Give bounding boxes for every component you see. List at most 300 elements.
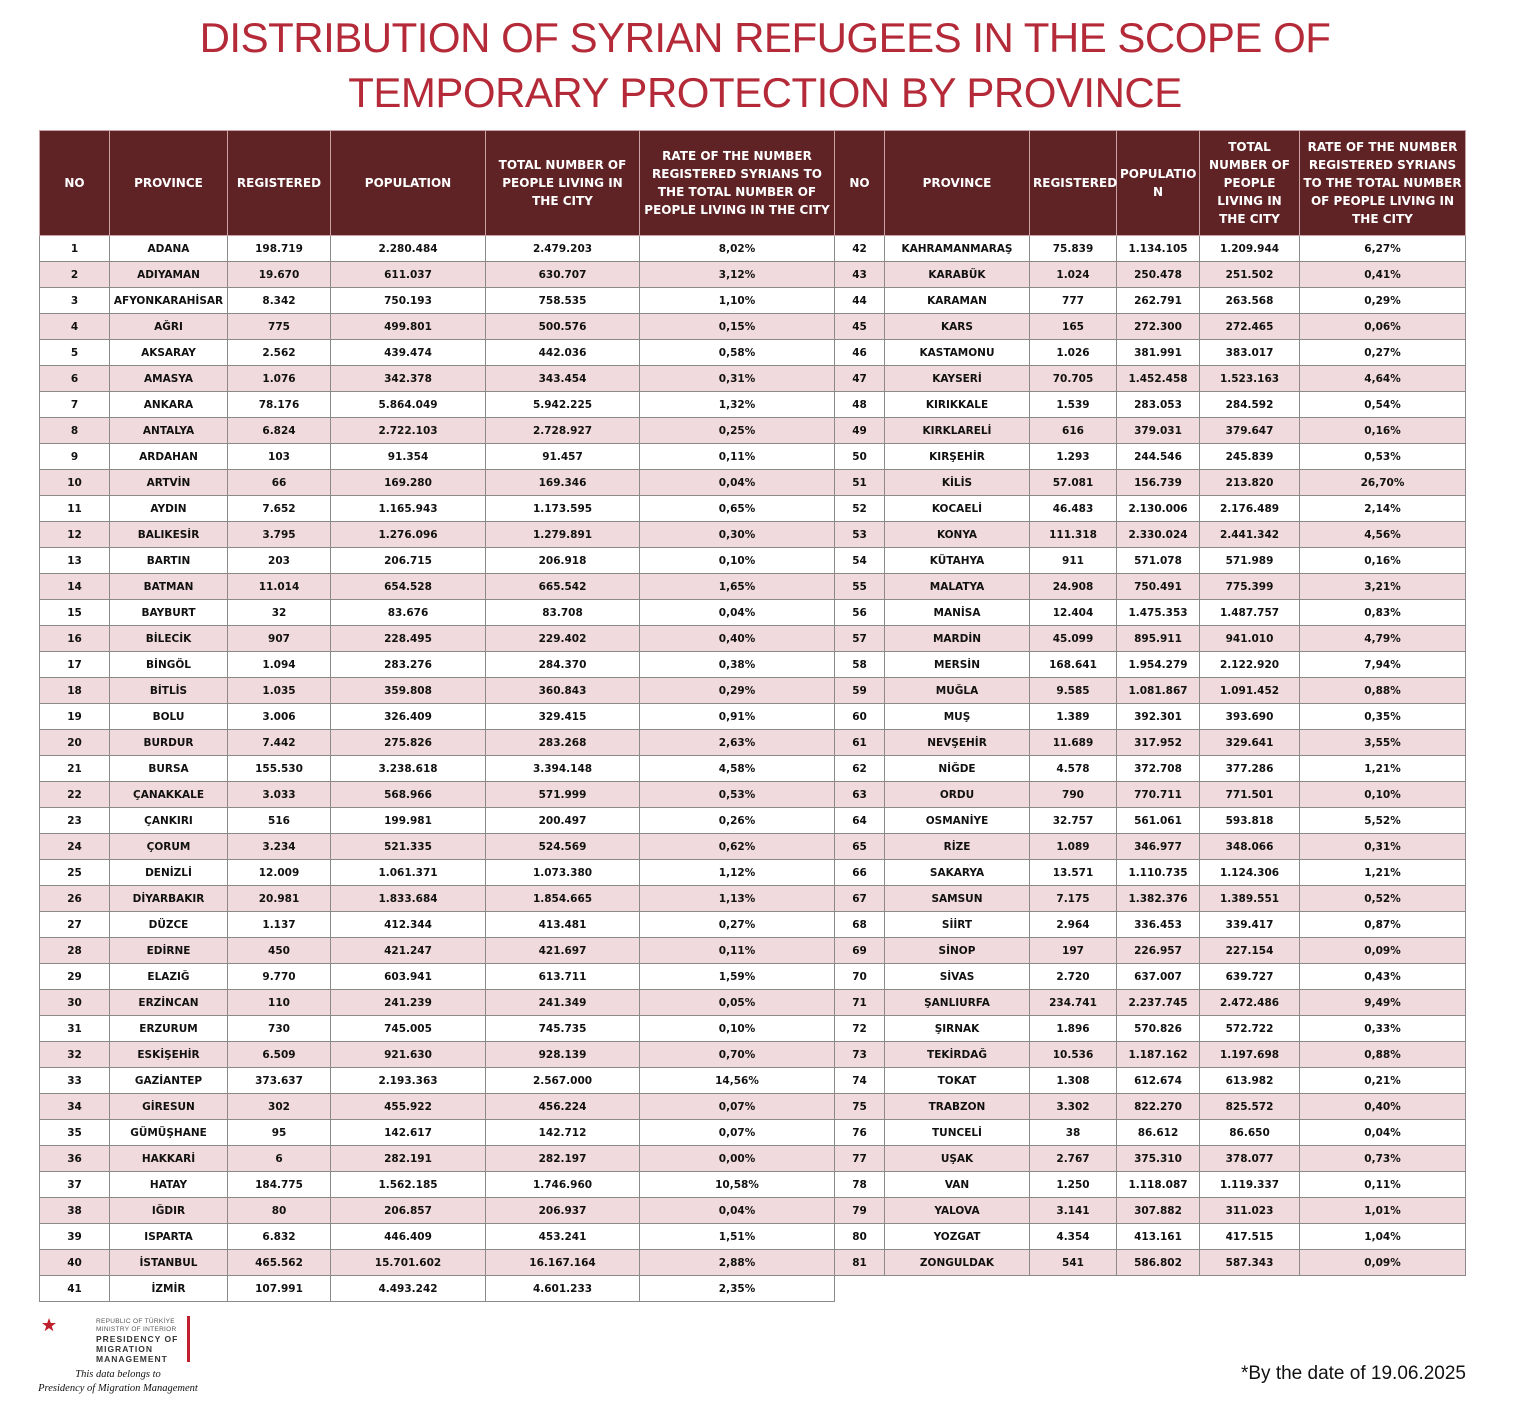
cell-rate: 0,26% bbox=[640, 808, 835, 834]
cell-no: 11 bbox=[40, 496, 110, 522]
table-row bbox=[835, 886, 1466, 912]
header-registered: REGISTERED bbox=[228, 131, 331, 236]
header-no: NO bbox=[835, 131, 885, 236]
table-row bbox=[835, 860, 1466, 886]
cell-population: 1.081.867 bbox=[1117, 678, 1200, 704]
cell-population: 750.491 bbox=[1117, 574, 1200, 600]
cell-population: 611.037 bbox=[331, 262, 486, 288]
cell-no: 70 bbox=[835, 964, 885, 990]
cell-rate: 0,35% bbox=[1300, 704, 1466, 730]
cell-total: 572.722 bbox=[1200, 1016, 1300, 1042]
cell-population: 206.857 bbox=[331, 1198, 486, 1224]
cell-registered: 516 bbox=[228, 808, 331, 834]
cell-rate: 0,88% bbox=[1300, 1042, 1466, 1068]
cell-registered: 155.530 bbox=[228, 756, 331, 782]
cell-registered: 11.014 bbox=[228, 574, 331, 600]
cell-rate: 1,13% bbox=[640, 886, 835, 912]
table-row bbox=[40, 652, 835, 678]
cell-population: 421.247 bbox=[331, 938, 486, 964]
cell-no: 75 bbox=[835, 1094, 885, 1120]
cell-registered: 78.176 bbox=[228, 392, 331, 418]
cell-registered: 12.404 bbox=[1030, 600, 1117, 626]
cell-rate: 1,32% bbox=[640, 392, 835, 418]
cell-rate: 0,10% bbox=[1300, 782, 1466, 808]
table-row bbox=[40, 964, 835, 990]
cell-province: TEKİRDAĞ bbox=[885, 1042, 1030, 1068]
cell-registered: 616 bbox=[1030, 418, 1117, 444]
table-row bbox=[40, 1276, 835, 1302]
cell-province: DENİZLİ bbox=[110, 860, 228, 886]
table-row bbox=[835, 1094, 1466, 1120]
table-row bbox=[835, 418, 1466, 444]
cell-registered: 7.652 bbox=[228, 496, 331, 522]
cell-population: 250.478 bbox=[1117, 262, 1200, 288]
cell-total: 1.091.452 bbox=[1200, 678, 1300, 704]
cell-rate: 1,10% bbox=[640, 288, 835, 314]
table-row bbox=[40, 782, 835, 808]
table-row bbox=[40, 1224, 835, 1250]
cell-province: BARTIN bbox=[110, 548, 228, 574]
cell-registered: 8.342 bbox=[228, 288, 331, 314]
cell-population: 637.007 bbox=[1117, 964, 1200, 990]
cell-province: SAKARYA bbox=[885, 860, 1030, 886]
cell-population: 206.715 bbox=[331, 548, 486, 574]
cell-rate: 0,27% bbox=[640, 912, 835, 938]
cell-province: ISPARTA bbox=[110, 1224, 228, 1250]
cell-total: 206.918 bbox=[486, 548, 640, 574]
table-row bbox=[40, 366, 835, 392]
cell-total: 1.119.337 bbox=[1200, 1172, 1300, 1198]
cell-registered: 3.795 bbox=[228, 522, 331, 548]
logo-accent-bar bbox=[187, 1316, 190, 1362]
cell-rate: 1,21% bbox=[1300, 860, 1466, 886]
cell-registered: 184.775 bbox=[228, 1172, 331, 1198]
cell-rate: 0,70% bbox=[640, 1042, 835, 1068]
table-row bbox=[835, 548, 1466, 574]
cell-province: DİYARBAKIR bbox=[110, 886, 228, 912]
cell-province: MALATYA bbox=[885, 574, 1030, 600]
cell-population: 4.493.242 bbox=[331, 1276, 486, 1302]
cell-no: 24 bbox=[40, 834, 110, 860]
cell-no: 67 bbox=[835, 886, 885, 912]
cell-rate: 0,30% bbox=[640, 522, 835, 548]
header-rate: RATE OF THE NUMBER REGISTERED SYRIANS TO THE TOTAL NUMBER OF PEOPLE LIVING IN THE CITY bbox=[640, 131, 835, 236]
cell-rate: 0,40% bbox=[1300, 1094, 1466, 1120]
cell-province: KASTAMONU bbox=[885, 340, 1030, 366]
cell-total: 360.843 bbox=[486, 678, 640, 704]
cell-registered: 790 bbox=[1030, 782, 1117, 808]
cell-population: 455.922 bbox=[331, 1094, 486, 1120]
table-row bbox=[40, 730, 835, 756]
table-row bbox=[835, 1042, 1466, 1068]
cell-no: 54 bbox=[835, 548, 885, 574]
cell-total: 524.569 bbox=[486, 834, 640, 860]
cell-total: 329.641 bbox=[1200, 730, 1300, 756]
cell-population: 15.701.602 bbox=[331, 1250, 486, 1276]
cell-total: 928.139 bbox=[486, 1042, 640, 1068]
cell-total: 284.370 bbox=[486, 652, 640, 678]
cell-province: HATAY bbox=[110, 1172, 228, 1198]
cell-population: 5.864.049 bbox=[331, 392, 486, 418]
cell-registered: 3.141 bbox=[1030, 1198, 1117, 1224]
cell-total: 206.937 bbox=[486, 1198, 640, 1224]
cell-province: GİRESUN bbox=[110, 1094, 228, 1120]
table-row bbox=[835, 314, 1466, 340]
cell-registered: 10.536 bbox=[1030, 1042, 1117, 1068]
header-rate: RATE OF THE NUMBER REGISTERED SYRIANS TO THE TOTAL NUMBER OF PEOPLE LIVING IN THE CITY bbox=[1300, 131, 1466, 236]
cell-no: 33 bbox=[40, 1068, 110, 1094]
cell-population: 568.966 bbox=[331, 782, 486, 808]
cell-registered: 450 bbox=[228, 938, 331, 964]
cell-total: 86.650 bbox=[1200, 1120, 1300, 1146]
cell-total: 587.343 bbox=[1200, 1250, 1300, 1276]
cell-registered: 80 bbox=[228, 1198, 331, 1224]
caption-line-2: Presidency of Migration Management bbox=[38, 1383, 198, 1394]
cell-no: 35 bbox=[40, 1120, 110, 1146]
cell-no: 7 bbox=[40, 392, 110, 418]
cell-rate: 4,64% bbox=[1300, 366, 1466, 392]
cell-no: 56 bbox=[835, 600, 885, 626]
header-registered: REGISTERED bbox=[1030, 131, 1117, 236]
cell-population: 745.005 bbox=[331, 1016, 486, 1042]
cell-no: 71 bbox=[835, 990, 885, 1016]
cell-population: 1.276.096 bbox=[331, 522, 486, 548]
cell-total: 1.279.891 bbox=[486, 522, 640, 548]
cell-population: 603.941 bbox=[331, 964, 486, 990]
cell-total: 3.394.148 bbox=[486, 756, 640, 782]
cell-registered: 1.250 bbox=[1030, 1172, 1117, 1198]
cell-registered: 2.964 bbox=[1030, 912, 1117, 938]
cell-no: 15 bbox=[40, 600, 110, 626]
cell-registered: 1.035 bbox=[228, 678, 331, 704]
table-row bbox=[40, 288, 835, 314]
cell-no: 61 bbox=[835, 730, 885, 756]
header-population: POPULATION bbox=[331, 131, 486, 236]
cell-population: 275.826 bbox=[331, 730, 486, 756]
cell-rate: 0,16% bbox=[1300, 548, 1466, 574]
cell-registered: 38 bbox=[1030, 1120, 1117, 1146]
logo-line-1: REPUBLIC OF TÜRKİYE bbox=[96, 1318, 175, 1325]
cell-total: 630.707 bbox=[486, 262, 640, 288]
cell-rate: 3,21% bbox=[1300, 574, 1466, 600]
cell-rate: 1,51% bbox=[640, 1224, 835, 1250]
cell-population: 1.187.162 bbox=[1117, 1042, 1200, 1068]
cell-rate: 0,58% bbox=[640, 340, 835, 366]
crescent-star-icon bbox=[38, 1314, 94, 1364]
header-row bbox=[40, 131, 835, 236]
cell-rate: 0,53% bbox=[1300, 444, 1466, 470]
cell-no: 69 bbox=[835, 938, 885, 964]
cell-no: 78 bbox=[835, 1172, 885, 1198]
cell-province: YALOVA bbox=[885, 1198, 1030, 1224]
cell-rate: 0,06% bbox=[1300, 314, 1466, 340]
cell-no: 22 bbox=[40, 782, 110, 808]
cell-no: 47 bbox=[835, 366, 885, 392]
table-row bbox=[835, 938, 1466, 964]
table-row bbox=[40, 340, 835, 366]
table-row bbox=[40, 1146, 835, 1172]
table-row bbox=[40, 1042, 835, 1068]
title-line-2: TEMPORARY PROTECTION BY PROVINCE bbox=[348, 69, 1182, 116]
table-row bbox=[40, 1094, 835, 1120]
cell-registered: 45.099 bbox=[1030, 626, 1117, 652]
cell-population: 283.053 bbox=[1117, 392, 1200, 418]
cell-total: 2.176.489 bbox=[1200, 496, 1300, 522]
cell-no: 48 bbox=[835, 392, 885, 418]
cell-registered: 1.293 bbox=[1030, 444, 1117, 470]
table-row bbox=[835, 574, 1466, 600]
cell-province: MARDİN bbox=[885, 626, 1030, 652]
cell-registered: 197 bbox=[1030, 938, 1117, 964]
cell-registered: 1.137 bbox=[228, 912, 331, 938]
cell-registered: 110 bbox=[228, 990, 331, 1016]
cell-no: 1 bbox=[40, 236, 110, 262]
cell-registered: 730 bbox=[228, 1016, 331, 1042]
cell-rate: 0,62% bbox=[640, 834, 835, 860]
cell-no: 57 bbox=[835, 626, 885, 652]
table-row bbox=[835, 1068, 1466, 1094]
cell-total: 571.999 bbox=[486, 782, 640, 808]
table-row bbox=[835, 1172, 1466, 1198]
cell-total: 453.241 bbox=[486, 1224, 640, 1250]
cell-province: BİLECİK bbox=[110, 626, 228, 652]
cell-total: 1.523.163 bbox=[1200, 366, 1300, 392]
cell-rate: 0,40% bbox=[640, 626, 835, 652]
cell-registered: 32.757 bbox=[1030, 808, 1117, 834]
cell-total: 665.542 bbox=[486, 574, 640, 600]
cell-registered: 465.562 bbox=[228, 1250, 331, 1276]
cell-registered: 1.076 bbox=[228, 366, 331, 392]
cell-no: 55 bbox=[835, 574, 885, 600]
cell-no: 18 bbox=[40, 678, 110, 704]
cell-population: 654.528 bbox=[331, 574, 486, 600]
cell-total: 16.167.164 bbox=[486, 1250, 640, 1276]
table-row bbox=[40, 678, 835, 704]
cell-rate: 3,12% bbox=[640, 262, 835, 288]
cell-registered: 7.175 bbox=[1030, 886, 1117, 912]
table-row bbox=[835, 288, 1466, 314]
cell-rate: 0,91% bbox=[640, 704, 835, 730]
table-row bbox=[835, 1198, 1466, 1224]
cell-total: 229.402 bbox=[486, 626, 640, 652]
cell-no: 51 bbox=[835, 470, 885, 496]
cell-no: 9 bbox=[40, 444, 110, 470]
cell-population: 317.952 bbox=[1117, 730, 1200, 756]
cell-rate: 0,31% bbox=[1300, 834, 1466, 860]
cell-rate: 0,16% bbox=[1300, 418, 1466, 444]
cell-province: İZMİR bbox=[110, 1276, 228, 1302]
table-row bbox=[40, 392, 835, 418]
cell-total: 263.568 bbox=[1200, 288, 1300, 314]
cell-population: 750.193 bbox=[331, 288, 486, 314]
header-province: PROVINCE bbox=[885, 131, 1030, 236]
cell-registered: 4.354 bbox=[1030, 1224, 1117, 1250]
cell-no: 10 bbox=[40, 470, 110, 496]
cell-total: 745.735 bbox=[486, 1016, 640, 1042]
cell-registered: 6.824 bbox=[228, 418, 331, 444]
table-row bbox=[835, 678, 1466, 704]
cell-rate: 0,53% bbox=[640, 782, 835, 808]
cell-population: 1.833.684 bbox=[331, 886, 486, 912]
cell-province: AMASYA bbox=[110, 366, 228, 392]
cell-no: 62 bbox=[835, 756, 885, 782]
cell-rate: 0,04% bbox=[640, 470, 835, 496]
cell-rate: 0,88% bbox=[1300, 678, 1466, 704]
cell-total: 329.415 bbox=[486, 704, 640, 730]
table-row bbox=[835, 912, 1466, 938]
cell-total: 2.441.342 bbox=[1200, 522, 1300, 548]
cell-population: 346.977 bbox=[1117, 834, 1200, 860]
cell-no: 13 bbox=[40, 548, 110, 574]
cell-total: 2.479.203 bbox=[486, 236, 640, 262]
cell-no: 30 bbox=[40, 990, 110, 1016]
cell-no: 5 bbox=[40, 340, 110, 366]
cell-total: 639.727 bbox=[1200, 964, 1300, 990]
cell-population: 372.708 bbox=[1117, 756, 1200, 782]
cell-province: OSMANİYE bbox=[885, 808, 1030, 834]
table-row bbox=[40, 1068, 835, 1094]
cell-rate: 0,54% bbox=[1300, 392, 1466, 418]
cell-total: 1.389.551 bbox=[1200, 886, 1300, 912]
cell-rate: 0,27% bbox=[1300, 340, 1466, 366]
cell-no: 4 bbox=[40, 314, 110, 340]
cell-rate: 3,55% bbox=[1300, 730, 1466, 756]
cell-no: 19 bbox=[40, 704, 110, 730]
cell-province: AFYONKARAHİSAR bbox=[110, 288, 228, 314]
cell-population: 244.546 bbox=[1117, 444, 1200, 470]
cell-total: 343.454 bbox=[486, 366, 640, 392]
cell-no: 14 bbox=[40, 574, 110, 600]
cell-province: SİİRT bbox=[885, 912, 1030, 938]
cell-province: TUNCELİ bbox=[885, 1120, 1030, 1146]
cell-province: ADIYAMAN bbox=[110, 262, 228, 288]
cell-population: 91.354 bbox=[331, 444, 486, 470]
cell-no: 8 bbox=[40, 418, 110, 444]
cell-no: 26 bbox=[40, 886, 110, 912]
cell-registered: 541 bbox=[1030, 1250, 1117, 1276]
cell-province: İSTANBUL bbox=[110, 1250, 228, 1276]
cell-rate: 0,33% bbox=[1300, 1016, 1466, 1042]
cell-population: 226.957 bbox=[1117, 938, 1200, 964]
cell-rate: 0,04% bbox=[640, 1198, 835, 1224]
cell-population: 521.335 bbox=[331, 834, 486, 860]
cell-population: 1.954.279 bbox=[1117, 652, 1200, 678]
cell-total: 283.268 bbox=[486, 730, 640, 756]
cell-province: ERZİNCAN bbox=[110, 990, 228, 1016]
cell-population: 272.300 bbox=[1117, 314, 1200, 340]
cell-province: GAZİANTEP bbox=[110, 1068, 228, 1094]
cell-population: 921.630 bbox=[331, 1042, 486, 1068]
cell-total: 383.017 bbox=[1200, 340, 1300, 366]
cell-province: BATMAN bbox=[110, 574, 228, 600]
header-total: TOTAL NUMBER OF PEOPLE LIVING IN THE CITY bbox=[1200, 131, 1300, 236]
cell-total: 941.010 bbox=[1200, 626, 1300, 652]
cell-province: ORDU bbox=[885, 782, 1030, 808]
cell-no: 64 bbox=[835, 808, 885, 834]
table-row bbox=[835, 782, 1466, 808]
table-row bbox=[40, 262, 835, 288]
cell-registered: 107.991 bbox=[228, 1276, 331, 1302]
cell-population: 1.562.185 bbox=[331, 1172, 486, 1198]
cell-total: 5.942.225 bbox=[486, 392, 640, 418]
cell-no: 36 bbox=[40, 1146, 110, 1172]
cell-registered: 911 bbox=[1030, 548, 1117, 574]
cell-province: AYDIN bbox=[110, 496, 228, 522]
cell-population: 561.061 bbox=[1117, 808, 1200, 834]
header-population: POPULATIO N bbox=[1117, 131, 1200, 236]
cell-province: BURSA bbox=[110, 756, 228, 782]
table-row bbox=[835, 600, 1466, 626]
cell-no: 12 bbox=[40, 522, 110, 548]
cell-population: 2.722.103 bbox=[331, 418, 486, 444]
cell-no: 40 bbox=[40, 1250, 110, 1276]
cell-rate: 7,94% bbox=[1300, 652, 1466, 678]
cell-registered: 2.562 bbox=[228, 340, 331, 366]
cell-province: ELAZIĞ bbox=[110, 964, 228, 990]
cell-rate: 2,88% bbox=[640, 1250, 835, 1276]
cell-population: 1.165.943 bbox=[331, 496, 486, 522]
cell-total: 348.066 bbox=[1200, 834, 1300, 860]
cell-total: 417.515 bbox=[1200, 1224, 1300, 1250]
cell-registered: 1.389 bbox=[1030, 704, 1117, 730]
table-row bbox=[40, 912, 835, 938]
cell-registered: 168.641 bbox=[1030, 652, 1117, 678]
cell-province: MERSİN bbox=[885, 652, 1030, 678]
cell-population: 307.882 bbox=[1117, 1198, 1200, 1224]
cell-rate: 2,63% bbox=[640, 730, 835, 756]
cell-no: 6 bbox=[40, 366, 110, 392]
cell-province: HAKKARİ bbox=[110, 1146, 228, 1172]
table-row bbox=[835, 392, 1466, 418]
cell-no: 74 bbox=[835, 1068, 885, 1094]
table-row bbox=[40, 626, 835, 652]
cell-province: KİLİS bbox=[885, 470, 1030, 496]
cell-rate: 0,04% bbox=[1300, 1120, 1466, 1146]
table-row bbox=[40, 600, 835, 626]
cell-total: 91.457 bbox=[486, 444, 640, 470]
cell-province: BURDUR bbox=[110, 730, 228, 756]
cell-no: 44 bbox=[835, 288, 885, 314]
cell-no: 81 bbox=[835, 1250, 885, 1276]
cell-no: 38 bbox=[40, 1198, 110, 1224]
cell-total: 421.697 bbox=[486, 938, 640, 964]
table-row bbox=[40, 834, 835, 860]
table-row bbox=[835, 1250, 1466, 1276]
table-row bbox=[835, 834, 1466, 860]
cell-rate: 4,56% bbox=[1300, 522, 1466, 548]
cell-population: 570.826 bbox=[1117, 1016, 1200, 1042]
cell-rate: 1,01% bbox=[1300, 1198, 1466, 1224]
cell-no: 52 bbox=[835, 496, 885, 522]
table-row bbox=[835, 626, 1466, 652]
table-row bbox=[40, 1172, 835, 1198]
table-row bbox=[835, 964, 1466, 990]
cell-rate: 0,07% bbox=[640, 1120, 835, 1146]
cell-rate: 0,05% bbox=[640, 990, 835, 1016]
cell-population: 228.495 bbox=[331, 626, 486, 652]
cell-population: 2.280.484 bbox=[331, 236, 486, 262]
data-source-caption bbox=[38, 1368, 198, 1396]
logo-line-4: MIGRATION MANAGEMENT bbox=[96, 1344, 168, 1364]
cell-total: 393.690 bbox=[1200, 704, 1300, 730]
cell-total: 1.124.306 bbox=[1200, 860, 1300, 886]
cell-population: 3.238.618 bbox=[331, 756, 486, 782]
cell-province: KOCAELİ bbox=[885, 496, 1030, 522]
cell-rate: 0,10% bbox=[640, 548, 835, 574]
cell-province: DÜZCE bbox=[110, 912, 228, 938]
cell-population: 199.981 bbox=[331, 808, 486, 834]
cell-population: 412.344 bbox=[331, 912, 486, 938]
